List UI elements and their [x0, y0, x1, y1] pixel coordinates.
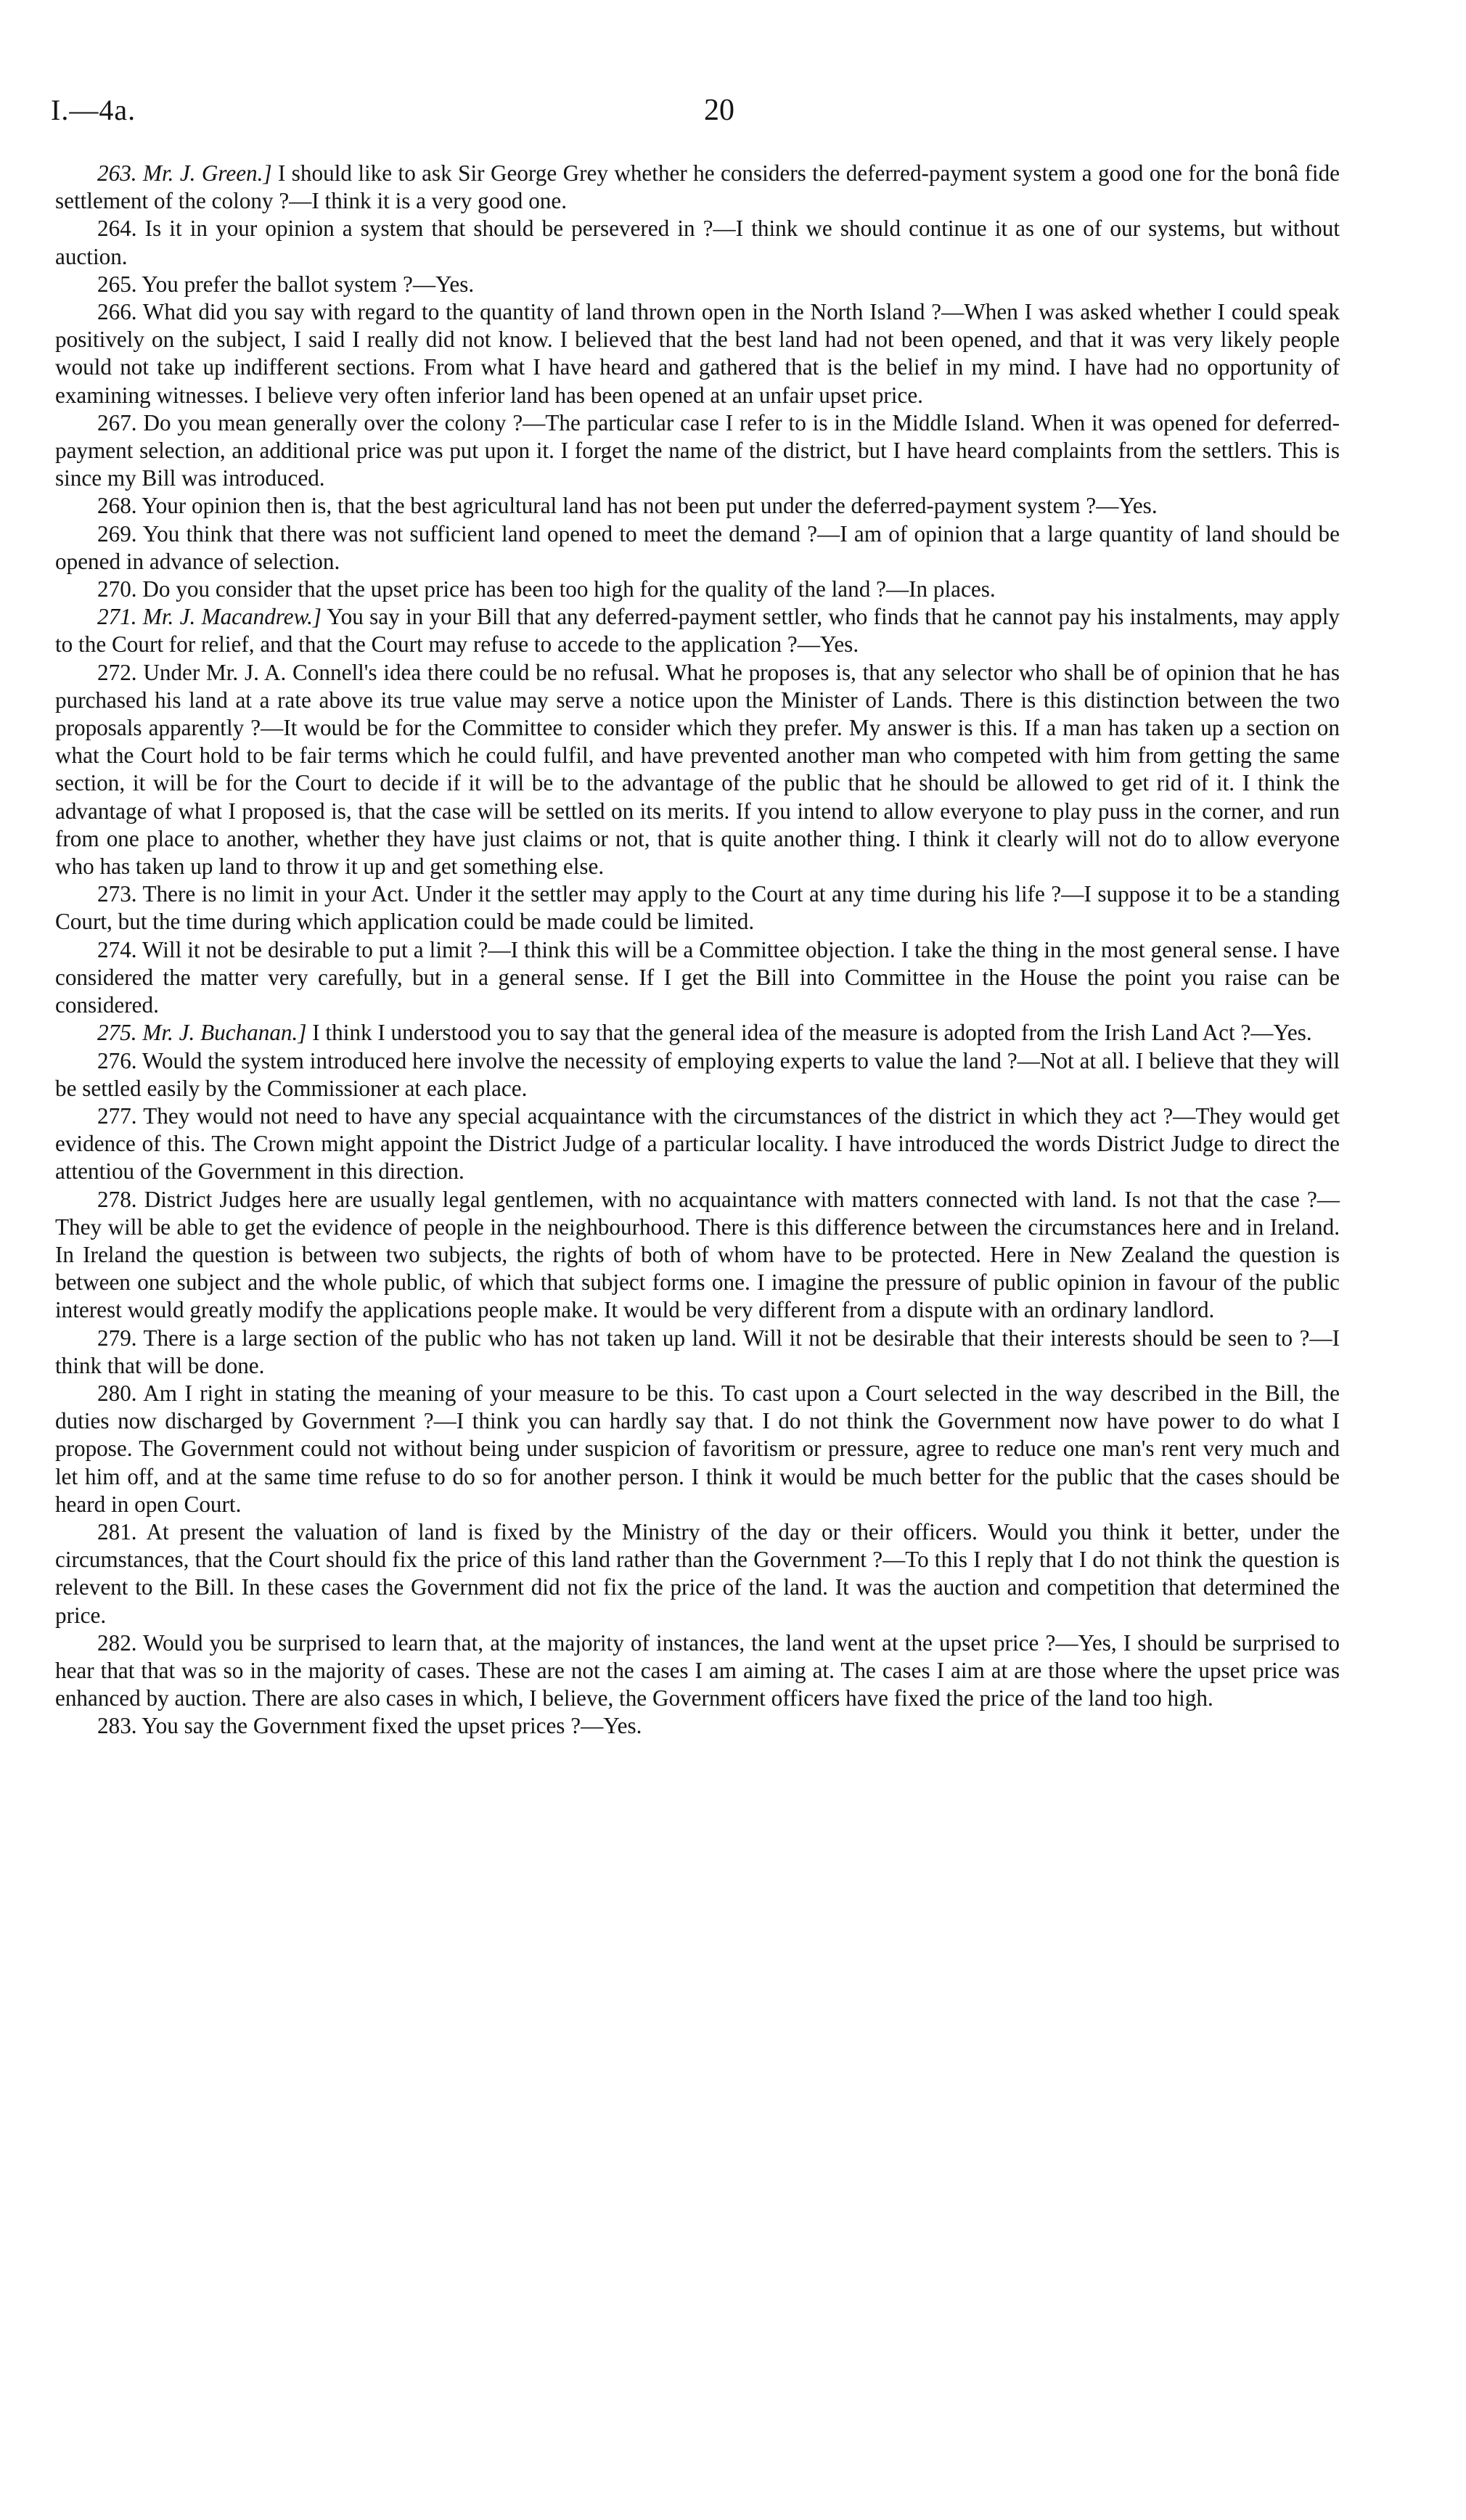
question-264	[55, 215, 1340, 270]
question-278	[55, 1186, 1340, 1325]
question-271	[55, 603, 1340, 658]
paragraph-text: 278. District Judges here are usually legal gentlemen, with no acquaintance with matters connected with land. Is not that the case ?—They will be able to get the evidence of people in the neighbourhood. There is this difference between the circumstances here and in Ireland. In Ireland the question is between two subjects, the rights of both of whom have to be protected. Here in New Zealand the question is between one subject and the whole public, of which that subject forms one. I imagine the pressure of public opinion in favour of the public interest would greatly modify the applications people make. It would be very different from a dispute with an ordinary landlord.	[55, 1186, 1340, 1323]
paragraph-text: 279. There is a large section of the public who has not taken up land. Will it not be desirable that their interests should be seen to ?—I think that will be done.	[55, 1325, 1340, 1378]
question-267	[55, 409, 1340, 493]
question-283	[55, 1712, 1340, 1740]
speaker-label: 263. Mr. J. Green.]	[97, 160, 272, 186]
paragraph-text: I think I understood you to say that the general idea of the measure is adopted from the Irish Land Act ?—Yes.	[306, 1020, 1312, 1046]
paragraph-text: I should like to ask Sir George Grey whether he considers the deferred-payment system a good one for the bonâ fide settlement of the colony ?—I think it is a very good one.	[55, 160, 1340, 214]
paragraph-text: 277. They would not need to have any special acquaintance with the circumstances of the district in which they act ?—They would get evidence of this. The Crown might appoint the District Judge of a particular locality. I have introduced the words District Judge to direct the attentiou of the Government in this direction.	[55, 1102, 1340, 1185]
question-268	[55, 492, 1340, 520]
speaker-label: 275. Mr. J. Buchanan.]	[97, 1020, 307, 1046]
paragraph-text: 283. You say the Government fixed the upset prices ?—Yes.	[97, 1713, 642, 1739]
question-281	[55, 1518, 1340, 1629]
paragraph-text: 272. Under Mr. J. A. Connell's idea there could be no refusal. What he proposes is, that any selector who shall be of opinion that he has purchased his land at a rate above its true value may serve a notice upon the Minister of Lands. There is this distinction between the two proposals apparently ?—It would be for the Committee to consider which they prefer. My answer is this. If a man has taken up a section on what the Court hold to be fair terms which he could fulfil, and have prevented another man who competed with him from getting the same section, it will be for the Court to decide if it will be to the advantage of the public that he should be allowed to get rid of it. I think the advantage of what I proposed is, that the case will be settled on its merits. If you intend to allow everyone to play puss in the corner, and run from one place to another, whether they have just claims or not, that is quite another thing. I think it clearly will not do to allow everyone who has taken up land to throw it up and get something else.	[55, 659, 1340, 880]
question-272	[55, 659, 1340, 881]
question-274	[55, 936, 1340, 1020]
page-header	[51, 93, 1343, 136]
question-269	[55, 520, 1340, 576]
page-number: 20	[704, 94, 734, 127]
question-282	[55, 1629, 1340, 1713]
paragraph-text: 282. Would you be surprised to learn that, at the majority of instances, the land went at the upset price ?—Yes, I should be surprised to hear that that was so in the majority of cases. These are not the cases I am aiming at. The cases I aim at are those where the upset price was enhanced by auction. There are also cases in which, I believe, the Government officers have fixed the price of the land too high.	[55, 1629, 1340, 1711]
paragraph-text: 265. You prefer the ballot system ?—Yes.	[97, 271, 475, 297]
question-276	[55, 1047, 1340, 1102]
question-275	[55, 1019, 1340, 1047]
speaker-label: 271. Mr. J. Macandrew.]	[97, 604, 322, 630]
question-266	[55, 298, 1340, 409]
paragraph-text: 266. What did you say with regard to the quantity of land thrown open in the North Island ?—When I was asked whether I could speak positively on the subject, I said I really did not know. I believed that the best land had not been opened, and that it was very likely people would not take up indifferent sections. From what I have heard and gathered that is the belief in my mind. I have had no opportunity of examining witnesses. I believe very often inferior land has been opened at an unfair upset price.	[55, 299, 1340, 408]
paragraph-text: 270. Do you consider that the upset price has been too high for the quality of the land ?—In places.	[97, 576, 996, 602]
question-263	[55, 160, 1340, 215]
paragraph-text: 269. You think that there was not sufficient land opened to meet the demand ?—I am of opinion that a large quantity of land should be opened in advance of selection.	[55, 520, 1340, 574]
evidence-transcript	[55, 160, 1340, 1740]
paragraph-text: 274. Will it not be desirable to put a limit ?—I think this will be a Committee objection. I take the thing in the most general sense. I have considered the matter very carefully, but in a general sense. If I get the Bill into Committee in the House the point you raise can be considered.	[55, 936, 1340, 1018]
question-270	[55, 576, 1340, 603]
question-280	[55, 1380, 1340, 1518]
paragraph-text: 280. Am I right in stating the meaning of your measure to be this. To cast upon a Court selected in the way described in the Bill, the duties now discharged by Government ?—I think you can hardly say that. I do not think the Government now have power to do what I propose. The Government could not without being under suspicion of favoritism or pressure, agree to reduce one man's rent very much and let him off, and at the same time refuse to do so for another person. I think it would be much better for the public that the cases should be heard in open Court.	[55, 1380, 1340, 1517]
paragraph-text: 264. Is it in your opinion a system that should be persevered in ?—I think we should continue it as one of our systems, but without auction.	[55, 216, 1340, 269]
question-277	[55, 1102, 1340, 1186]
question-273	[55, 880, 1340, 936]
paragraph-text: 281. At present the valuation of land is fixed by the Ministry of the day or their officers. Would you think it better, under the circumstances, that the Court should fix the price of this land rather than the Government ?—To this I reply that I do not think the question is relevent to the Bill. In these cases the Government did not fix the price of the land. It was the auction and competition that determined the price.	[55, 1518, 1340, 1628]
paragraph-text: 267. Do you mean generally over the colony ?—The particular case I refer to is in the Middle Island. When it was opened for deferred-payment selection, an additional price was put upon it. I forget the name of the district, but I have heard complaints from the settlers. This is since my Bill was introduced.	[55, 409, 1340, 491]
question-265	[55, 271, 1340, 298]
paragraph-text: 273. There is no limit in your Act. Under it the settler may apply to the Court at any time during his life ?—I suppose it to be a standing Court, but the time during which application could be made could be limited.	[55, 881, 1340, 935]
paragraph-text: 268. Your opinion then is, that the best agricultural land has not been put under the deferred-payment system ?—Yes.	[97, 493, 1158, 519]
paragraph-text: You say in your Bill that any deferred-payment settler, who finds that he cannot pay his instalments, may apply to the Court for relief, and that the Court may refuse to accede to the application ?—Yes.	[55, 604, 1340, 658]
question-279	[55, 1325, 1340, 1380]
paragraph-text: 276. Would the system introduced here involve the necessity of employing experts to value the land ?—Not at all. I believe that they will be settled easily by the Commissioner at each place.	[55, 1047, 1340, 1101]
document-reference: I.—4a.	[51, 94, 136, 126]
